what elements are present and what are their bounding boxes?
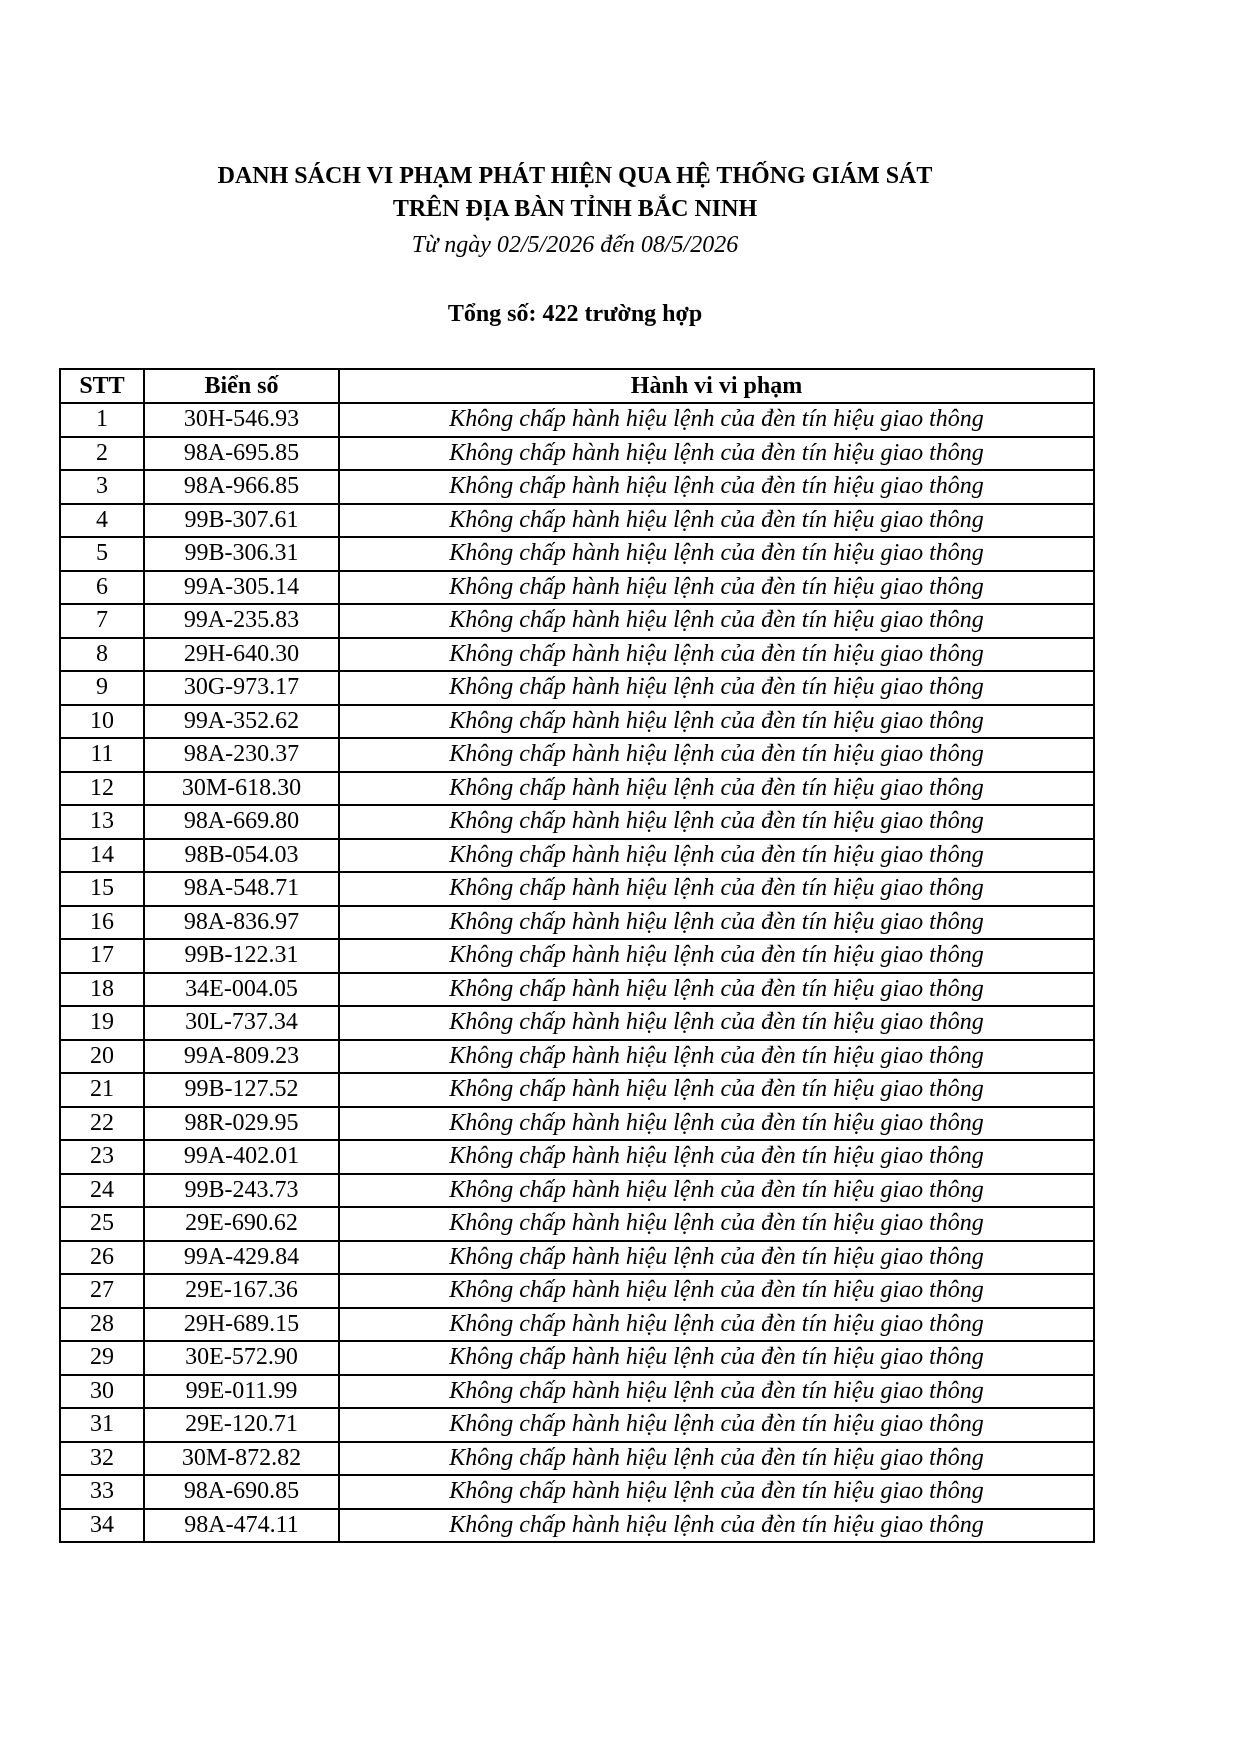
cell-stt: 26 (60, 1241, 144, 1275)
cell-plate: 99A-809.23 (144, 1040, 339, 1074)
cell-violation: Không chấp hành hiệu lệnh của đèn tín hiệu giao thông (339, 504, 1094, 538)
table-row (60, 1375, 1094, 1409)
cell-violation: Không chấp hành hiệu lệnh của đèn tín hiệu giao thông (339, 1174, 1094, 1208)
table-row (60, 1308, 1094, 1342)
cell-violation: Không chấp hành hiệu lệnh của đèn tín hiệu giao thông (339, 1140, 1094, 1174)
table-row (60, 671, 1094, 705)
cell-violation: Không chấp hành hiệu lệnh của đèn tín hiệu giao thông (339, 1006, 1094, 1040)
cell-stt: 29 (60, 1341, 144, 1375)
cell-stt: 8 (60, 638, 144, 672)
cell-plate: 29E-690.62 (144, 1207, 339, 1241)
cell-stt: 27 (60, 1274, 144, 1308)
cell-plate: 98A-474.11 (144, 1509, 339, 1543)
cell-plate: 98A-836.97 (144, 906, 339, 940)
table-row (60, 1073, 1094, 1107)
cell-plate: 99B-306.31 (144, 537, 339, 571)
cell-violation: Không chấp hành hiệu lệnh của đèn tín hiệu giao thông (339, 437, 1094, 471)
cell-stt: 14 (60, 839, 144, 873)
cell-violation: Không chấp hành hiệu lệnh của đèn tín hiệu giao thông (339, 1274, 1094, 1308)
cell-violation: Không chấp hành hiệu lệnh của đèn tín hiệu giao thông (339, 403, 1094, 437)
cell-stt: 15 (60, 872, 144, 906)
table-row (60, 872, 1094, 906)
cell-stt: 5 (60, 537, 144, 571)
cell-plate: 98R-029.95 (144, 1107, 339, 1141)
cell-stt: 28 (60, 1308, 144, 1342)
cell-violation: Không chấp hành hiệu lệnh của đèn tín hiệu giao thông (339, 1073, 1094, 1107)
cell-stt: 20 (60, 1040, 144, 1074)
table-row (60, 1475, 1094, 1509)
cell-stt: 11 (60, 738, 144, 772)
header-plate: Biển số (144, 369, 339, 403)
cell-violation: Không chấp hành hiệu lệnh của đèn tín hiệu giao thông (339, 1308, 1094, 1342)
cell-plate: 98A-669.80 (144, 805, 339, 839)
cell-plate: 99A-429.84 (144, 1241, 339, 1275)
cell-plate: 29H-640.30 (144, 638, 339, 672)
table-row (60, 1241, 1094, 1275)
date-range: Từ ngày 02/5/2026 đến 08/5/2026 (411, 232, 739, 258)
table-row (60, 1040, 1094, 1074)
cell-stt: 33 (60, 1475, 144, 1509)
table-row (60, 939, 1094, 973)
cell-plate: 98A-548.71 (144, 872, 339, 906)
cell-violation: Không chấp hành hiệu lệnh của đèn tín hiệu giao thông (339, 1475, 1094, 1509)
cell-violation: Không chấp hành hiệu lệnh của đèn tín hiệu giao thông (339, 638, 1094, 672)
cell-stt: 30 (60, 1375, 144, 1409)
table-row (60, 604, 1094, 638)
table-row (60, 638, 1094, 672)
cell-stt: 25 (60, 1207, 144, 1241)
cell-violation: Không chấp hành hiệu lệnh của đèn tín hiệu giao thông (339, 1408, 1094, 1442)
table-row (60, 772, 1094, 806)
cell-stt: 23 (60, 1140, 144, 1174)
table-row (60, 1174, 1094, 1208)
cell-violation: Không chấp hành hiệu lệnh của đèn tín hiệu giao thông (339, 1107, 1094, 1141)
cell-violation: Không chấp hành hiệu lệnh của đèn tín hiệu giao thông (339, 872, 1094, 906)
cell-stt: 4 (60, 504, 144, 538)
cell-violation: Không chấp hành hiệu lệnh của đèn tín hiệu giao thông (339, 1375, 1094, 1409)
cell-plate: 98A-695.85 (144, 437, 339, 471)
cell-plate: 30H-546.93 (144, 403, 339, 437)
cell-stt: 19 (60, 1006, 144, 1040)
cell-plate: 30E-572.90 (144, 1341, 339, 1375)
cell-violation: Không chấp hành hiệu lệnh của đèn tín hiệu giao thông (339, 1040, 1094, 1074)
table-body (60, 403, 1094, 1542)
cell-plate: 29E-167.36 (144, 1274, 339, 1308)
document-title-line-2: TRÊN ĐỊA BÀN TỈNH BẮC NINH (392, 196, 758, 222)
cell-plate: 30L-737.34 (144, 1006, 339, 1040)
cell-plate: 99B-243.73 (144, 1174, 339, 1208)
cell-stt: 13 (60, 805, 144, 839)
table-row (60, 1207, 1094, 1241)
cell-plate: 30M-618.30 (144, 772, 339, 806)
cell-violation: Không chấp hành hiệu lệnh của đèn tín hiệu giao thông (339, 604, 1094, 638)
table-row (60, 504, 1094, 538)
table-row (60, 1442, 1094, 1476)
cell-violation: Không chấp hành hiệu lệnh của đèn tín hiệu giao thông (339, 470, 1094, 504)
violations-table (59, 368, 1095, 1543)
cell-plate: 98A-230.37 (144, 738, 339, 772)
cell-violation: Không chấp hành hiệu lệnh của đèn tín hiệu giao thông (339, 906, 1094, 940)
document-title-line-1: DANH SÁCH VI PHẠM PHÁT HIỆN QUA HỆ THỐNG GIÁM SÁT (217, 163, 933, 189)
cell-violation: Không chấp hành hiệu lệnh của đèn tín hiệu giao thông (339, 1442, 1094, 1476)
table-row (60, 537, 1094, 571)
cell-violation: Không chấp hành hiệu lệnh của đèn tín hiệu giao thông (339, 772, 1094, 806)
cell-violation: Không chấp hành hiệu lệnh của đèn tín hiệu giao thông (339, 839, 1094, 873)
table-row (60, 437, 1094, 471)
cell-plate: 99B-307.61 (144, 504, 339, 538)
table-row (60, 1509, 1094, 1543)
cell-violation: Không chấp hành hiệu lệnh của đèn tín hiệu giao thông (339, 571, 1094, 605)
table-row (60, 1006, 1094, 1040)
cell-stt: 2 (60, 437, 144, 471)
cell-plate: 29H-689.15 (144, 1308, 339, 1342)
table-row (60, 973, 1094, 1007)
cell-plate: 30G-973.17 (144, 671, 339, 705)
cell-violation: Không chấp hành hiệu lệnh của đèn tín hiệu giao thông (339, 1509, 1094, 1543)
cell-violation: Không chấp hành hiệu lệnh của đèn tín hiệu giao thông (339, 1241, 1094, 1275)
cell-violation: Không chấp hành hiệu lệnh của đèn tín hiệu giao thông (339, 705, 1094, 739)
cell-stt: 3 (60, 470, 144, 504)
cell-stt: 31 (60, 1408, 144, 1442)
cell-plate: 30M-872.82 (144, 1442, 339, 1476)
cell-plate: 98B-054.03 (144, 839, 339, 873)
table-row (60, 1274, 1094, 1308)
cell-violation: Không chấp hành hiệu lệnh của đèn tín hiệu giao thông (339, 1341, 1094, 1375)
header-stt: STT (60, 369, 144, 403)
table-row (60, 1107, 1094, 1141)
cell-violation: Không chấp hành hiệu lệnh của đèn tín hiệu giao thông (339, 1207, 1094, 1241)
cell-stt: 7 (60, 604, 144, 638)
cell-stt: 6 (60, 571, 144, 605)
cell-violation: Không chấp hành hiệu lệnh của đèn tín hiệu giao thông (339, 939, 1094, 973)
table-row (60, 738, 1094, 772)
table-row (60, 403, 1094, 437)
cell-violation: Không chấp hành hiệu lệnh của đèn tín hiệu giao thông (339, 973, 1094, 1007)
cell-stt: 9 (60, 671, 144, 705)
cell-stt: 16 (60, 906, 144, 940)
cell-plate: 99A-402.01 (144, 1140, 339, 1174)
table-row (60, 906, 1094, 940)
cell-stt: 22 (60, 1107, 144, 1141)
cell-stt: 32 (60, 1442, 144, 1476)
cell-plate: 98A-690.85 (144, 1475, 339, 1509)
cell-violation: Không chấp hành hiệu lệnh của đèn tín hiệu giao thông (339, 738, 1094, 772)
cell-stt: 10 (60, 705, 144, 739)
table-row (60, 1408, 1094, 1442)
cell-violation: Không chấp hành hiệu lệnh của đèn tín hiệu giao thông (339, 537, 1094, 571)
table-row (60, 705, 1094, 739)
table-row (60, 839, 1094, 873)
cell-stt: 34 (60, 1509, 144, 1543)
cell-stt: 17 (60, 939, 144, 973)
cell-plate: 99B-127.52 (144, 1073, 339, 1107)
header-violation: Hành vi vi phạm (339, 369, 1094, 403)
table-row (60, 571, 1094, 605)
cell-stt: 1 (60, 403, 144, 437)
cell-stt: 12 (60, 772, 144, 806)
cell-stt: 18 (60, 973, 144, 1007)
cell-plate: 99A-305.14 (144, 571, 339, 605)
total-count: Tổng số: 422 trường hợp (447, 301, 703, 327)
table-row (60, 1341, 1094, 1375)
cell-plate: 99A-235.83 (144, 604, 339, 638)
cell-stt: 21 (60, 1073, 144, 1107)
cell-plate: 99A-352.62 (144, 705, 339, 739)
table-row (60, 470, 1094, 504)
cell-violation: Không chấp hành hiệu lệnh của đèn tín hiệu giao thông (339, 671, 1094, 705)
cell-stt: 24 (60, 1174, 144, 1208)
table-header-row (60, 369, 1094, 403)
cell-plate: 99E-011.99 (144, 1375, 339, 1409)
table-row (60, 805, 1094, 839)
cell-plate: 34E-004.05 (144, 973, 339, 1007)
cell-violation: Không chấp hành hiệu lệnh của đèn tín hiệu giao thông (339, 805, 1094, 839)
cell-plate: 98A-966.85 (144, 470, 339, 504)
cell-plate: 29E-120.71 (144, 1408, 339, 1442)
cell-plate: 99B-122.31 (144, 939, 339, 973)
table-row (60, 1140, 1094, 1174)
